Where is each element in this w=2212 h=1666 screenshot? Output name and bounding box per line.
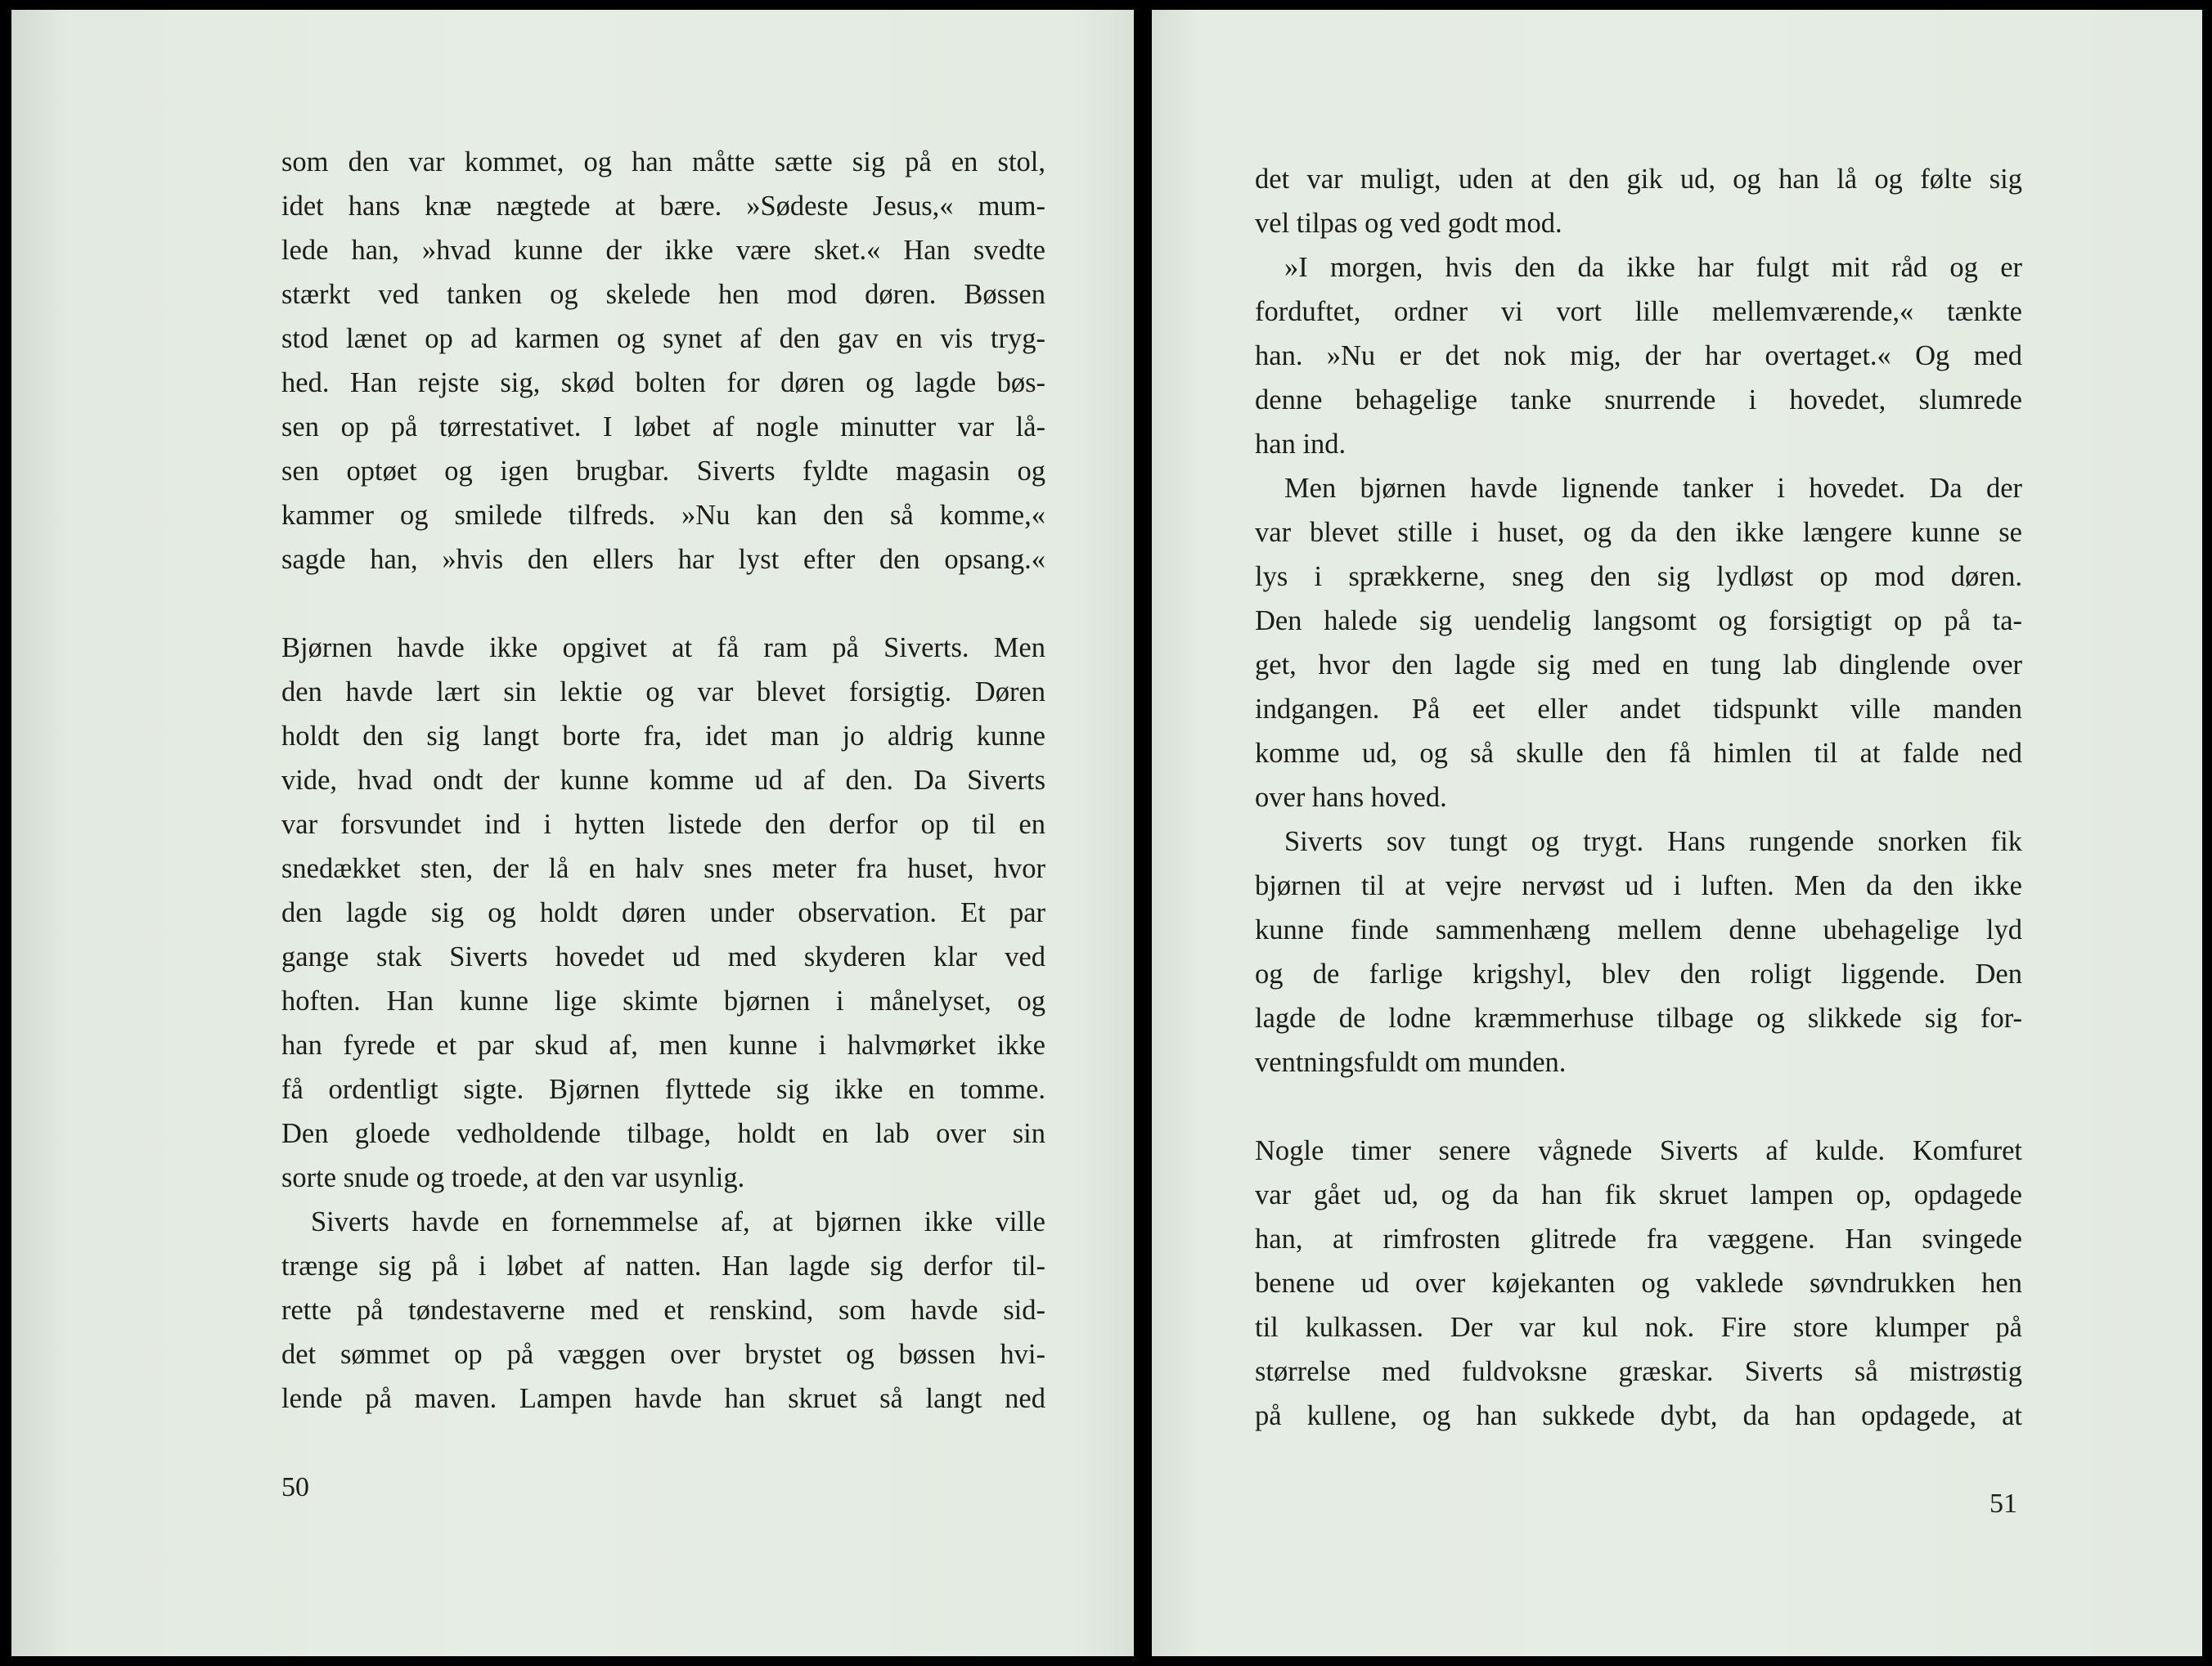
text-line: Den halede sig uendelig langsomt og forsigtigt op på ta- <box>1255 605 2022 636</box>
text-line: den lagde sig og holdt døren under observation. Et par <box>281 897 1045 928</box>
paragraph <box>281 626 1045 1200</box>
text-line: var blevet stille i huset, og da den ikke længere kunne se <box>1255 517 2022 548</box>
section-break <box>1255 1084 2022 1129</box>
text-line: hoften. Han kunne lige skimte bjørnen i månelyset, og <box>281 986 1045 1017</box>
paragraph <box>281 1200 1045 1421</box>
text-line: sen optøet og igen brugbar. Siverts fyldte magasin og <box>281 456 1045 487</box>
text-line: ventningsfuldt om munden. <box>1255 1047 1567 1078</box>
right-page-text <box>1255 157 2022 1438</box>
text-line: han. »Nu er det nok mig, der har overtaget.« Og med <box>1255 340 2022 371</box>
text-line: Den gloede vedholdende tilbage, holdt en lab over sin <box>281 1118 1045 1149</box>
text-line: Nogle timer senere vågnede Siverts af kulde. Komfuret <box>1255 1135 2022 1166</box>
text-line: få ordentligt sigte. Bjørnen flyttede sig ikke en tomme. <box>281 1074 1045 1105</box>
paragraph <box>1255 466 2022 820</box>
text-line: forduftet, ordner vi vort lille mellemværende,« tænkte <box>1255 296 2022 327</box>
text-line: denne behagelige tanke snurrende i hovedet, slumrede <box>1255 384 2022 415</box>
page-number: 51 <box>1989 1489 2017 1519</box>
text-line: var gået ud, og da han fik skruet lampen op, opdagede <box>1255 1179 2022 1210</box>
text-line: over hans hoved. <box>1255 782 1447 813</box>
left-page-text <box>281 140 1045 1421</box>
text-line: Siverts havde en fornemmelse af, at bjørnen ikke ville <box>311 1206 1045 1237</box>
left-page <box>11 10 1134 1656</box>
text-line: som den var kommet, og han måtte sætte sig på en stol, <box>281 146 1045 177</box>
text-line: vide, hvad ondt der kunne komme ud af den. Da Siverts <box>281 765 1045 796</box>
text-line: lys i sprækkerne, sneg den sig lydløst op mod døren. <box>1255 561 2022 592</box>
page-number: 50 <box>281 1472 309 1502</box>
text-line: rette på tøndestaverne med et renskind, som havde sid- <box>281 1295 1045 1326</box>
text-line: det var muligt, uden at den gik ud, og han lå og følte sig <box>1255 164 2022 195</box>
paragraph <box>1255 1129 2022 1438</box>
text-line: sagde han, »hvis den ellers har lyst efter den opsang.« <box>281 544 1045 575</box>
text-line: han fyrede et par skud af, men kunne i halvmørket ikke <box>281 1030 1045 1061</box>
text-line: han ind. <box>1255 429 1347 460</box>
text-line: Siverts sov tungt og trygt. Hans rungende snorken fik <box>1284 826 2022 857</box>
text-line: snedækket sten, der lå en halv snes meter fra huset, hvor <box>281 853 1045 884</box>
text-line: det sømmet op på væggen over brystet og bøssen hvi- <box>281 1339 1045 1370</box>
text-line: lede han, »hvad kunne der ikke være sket.« Han svedte <box>281 235 1045 266</box>
text-line: idet hans knæ nægtede at bære. »Sødeste Jesus,« mum- <box>281 191 1045 222</box>
text-line: stod lænet op ad karmen og synet af den gav en vis tryg- <box>281 323 1045 354</box>
text-line: sorte snude og troede, at den var usynlig. <box>281 1162 745 1193</box>
text-line: Men bjørnen havde lignende tanker i hovedet. Da der <box>1284 473 2022 504</box>
paragraph <box>281 140 1045 582</box>
paragraph <box>1255 157 2022 245</box>
text-line: kunne finde sammenhæng mellem denne ubehagelige lyd <box>1255 914 2022 945</box>
right-page <box>1152 10 2202 1656</box>
text-line: den havde lært sin lektie og var blevet forsigtig. Døren <box>281 676 1045 707</box>
text-line: størrelse med fuldvoksne græskar. Siverts så mistrøstig <box>1255 1356 2022 1387</box>
text-line: komme ud, og så skulle den få himlen til at falde ned <box>1255 738 2022 769</box>
text-line: på kullene, og han sukkede dybt, da han opdagede, at <box>1255 1400 2022 1431</box>
text-line: og de farlige krigshyl, blev den roligt liggende. Den <box>1255 959 2022 990</box>
text-line: benene ud over køjekanten og vaklede søvndrukken hen <box>1255 1268 2022 1299</box>
text-line: stærkt ved tanken og skelede hen mod døren. Bøssen <box>281 279 1045 310</box>
text-line: lagde de lodne kræmmerhuse tilbage og slikkede sig for- <box>1255 1003 2022 1034</box>
text-line: vel tilpas og ved godt mod. <box>1255 208 1562 239</box>
text-line: gange stak Siverts hovedet ud med skyderen klar ved <box>281 941 1045 972</box>
text-line: til kulkassen. Der var kul nok. Fire store klumper på <box>1255 1312 2022 1343</box>
text-line: Bjørnen havde ikke opgivet at få ram på Siverts. Men <box>281 632 1045 663</box>
text-line: hed. Han rejste sig, skød bolten for døren og lagde bøs- <box>281 367 1045 398</box>
text-line: trænge sig på i løbet af natten. Han lagde sig derfor til- <box>281 1251 1045 1282</box>
section-break <box>281 582 1045 626</box>
text-line: kammer og smilede tilfreds. »Nu kan den så komme,« <box>281 500 1045 531</box>
text-line: get, hvor den lagde sig med en tung lab dinglende over <box>1255 649 2022 680</box>
text-line: »I morgen, hvis den da ikke har fulgt mit råd og er <box>1284 252 2022 283</box>
text-line: indgangen. På eet eller andet tidspunkt ville manden <box>1255 694 2022 725</box>
text-line: bjørnen til at vejre nervøst ud i luften. Men da den ikke <box>1255 870 2022 901</box>
text-line: sen op på tørrestativet. I løbet af nogle minutter var lå- <box>281 411 1045 442</box>
text-line: holdt den sig langt borte fra, idet man jo aldrig kunne <box>281 721 1045 752</box>
text-line: lende på maven. Lampen havde han skruet så langt ned <box>281 1383 1045 1414</box>
paragraph <box>1255 820 2022 1084</box>
text-line: han, at rimfrosten glitrede fra væggene. Han svingede <box>1255 1224 2022 1255</box>
text-line: var forsvundet ind i hytten listede den derfor op til en <box>281 809 1045 840</box>
paragraph <box>1255 245 2022 466</box>
